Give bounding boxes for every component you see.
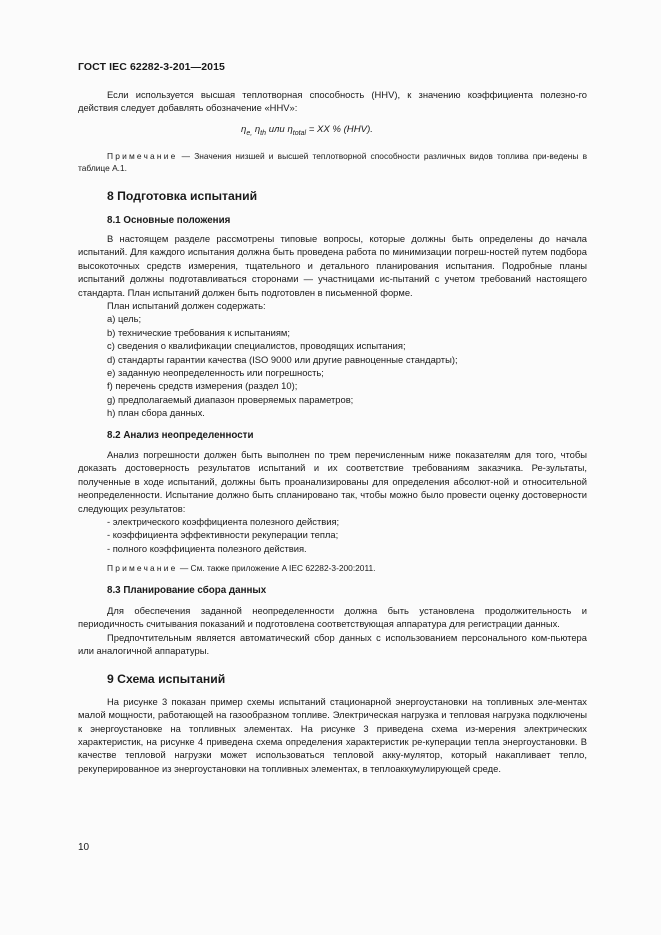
list-item: g) предполагаемый диапазон проверяемых параметров; [107, 393, 354, 405]
note-annex: Примечание — См. также приложение A IEC 62282-3-200:2011. [107, 563, 376, 574]
intro-paragraph: Если используется высшая теплотворная способность (HHV), к значению коэффициента полезно-го действия следует добавлять обозначение «HHV»: [78, 89, 587, 114]
list-item: - полного коэффициента полезного действия. [107, 542, 307, 554]
section-8-title: 8 Подготовка испытаний [107, 189, 258, 204]
section-8-1-paragraph: В настоящем разделе рассмотрены типовые вопросы, которые должны быть определены до начала испытаний. Для каждого испытания должна быть проведена работа по минимизации погреш-ностей путем подбора высокоточных средств измерения, тщательного и детального планирования испытания. Подробные планы испытаний должны подготавливаться сторонами — участницами ис-пытаний с учетом требований настоящего стандарта. План испытаний должен быть подготовлен в письменной форме. [78, 232, 587, 298]
document-header: ГОСТ IEC 62282-3-201—2015 [78, 61, 225, 73]
list-item: - коэффициента эффективности рекуперации тепла; [107, 529, 339, 541]
list-item: b) технические требования к испытаниям; [107, 326, 290, 338]
list-item: f) перечень средств измерения (раздел 10); [107, 380, 298, 392]
section-8-3-paragraph-1: Для обеспечения заданной неопределенности должна быть установлена продолжительность и периодичность считывания показаний и подготовлена соответствующая аппаратура для регистрации данных. [78, 604, 587, 630]
list-item: e) заданную неопределенность или погрешность; [107, 367, 324, 378]
section-8-3-paragraph-2: Предпочтительным является автоматический сбор данных с использованием персонального ком-пьютера или аналогичной аппаратуры. [78, 631, 587, 656]
page-number: 10 [78, 842, 90, 853]
list-item: - электрического коэффициента полезного действия; [107, 516, 340, 528]
list-item: d) стандарты гарантии качества (ISO 9000 или другие равноценные стандарты); [107, 353, 458, 365]
section-8-3-title: 8.3 Планирование сбора данных [107, 585, 267, 597]
section-8-2-title: 8.2 Анализ неопределенности [107, 429, 254, 441]
note-heating-value: Примечание — Значения низшей и высшей теплотворной способности различных видов топлива при-ведены в таблице А.1. [78, 151, 588, 174]
list-item: c) сведения о квалификации специалистов, проводящих испытания; [107, 340, 406, 352]
list-item: a) цель; [107, 313, 142, 325]
test-plan-list [78, 312, 587, 419]
results-list [78, 515, 587, 555]
test-plan-intro: План испытаний должен содержать: [107, 299, 266, 311]
section-8-2-paragraph: Анализ погрешности должен быть выполнен по трем перечисленным ниже показателям для того, чтобы доказать достоверность результатов испытаний и их соответствие требованиям заказчика. Ре-зультаты, полученные в ходе испытаний, должны быть проанализированы для определения абсолют-ной и относительной неопределенности. Испытание должно быть спланировано так, чтобы можно было провести оценку достоверности следующих результатов: [78, 449, 587, 514]
page-content [78, 88, 587, 775]
section-9-title: 9 Схема испытаний [107, 672, 226, 687]
section-8-1-title: 8.1 Основные положения [107, 214, 231, 226]
list-item: h) план сбора данных. [107, 407, 205, 419]
section-9-paragraph: На рисунке 3 показан пример схемы испытаний стационарной энергоустановки на топливных эле-ментах малой мощности, работающей на газообразном топливе. Электрическая нагрузка и тепловая нагрузка подключены к энергоустановке на топливных элементах. На рисунке 3 приведена схема из-мерения электрических характеристик, на рисунке 4 приведена схема определения характеристик ре-куперации тепла энергоустановки. В качестве тепловой нагрузки может использоваться тепловой акку-мулятор, который накапливает тепло, рекуперированное из энергоустановки на топливных элементах, в теплоаккумулирующей среде. [78, 695, 587, 774]
efficiency-formula: $\eta_{e,}$ $\eta_{th}$ или $\eta_{total}$ = XX % (HHV). [241, 123, 373, 137]
